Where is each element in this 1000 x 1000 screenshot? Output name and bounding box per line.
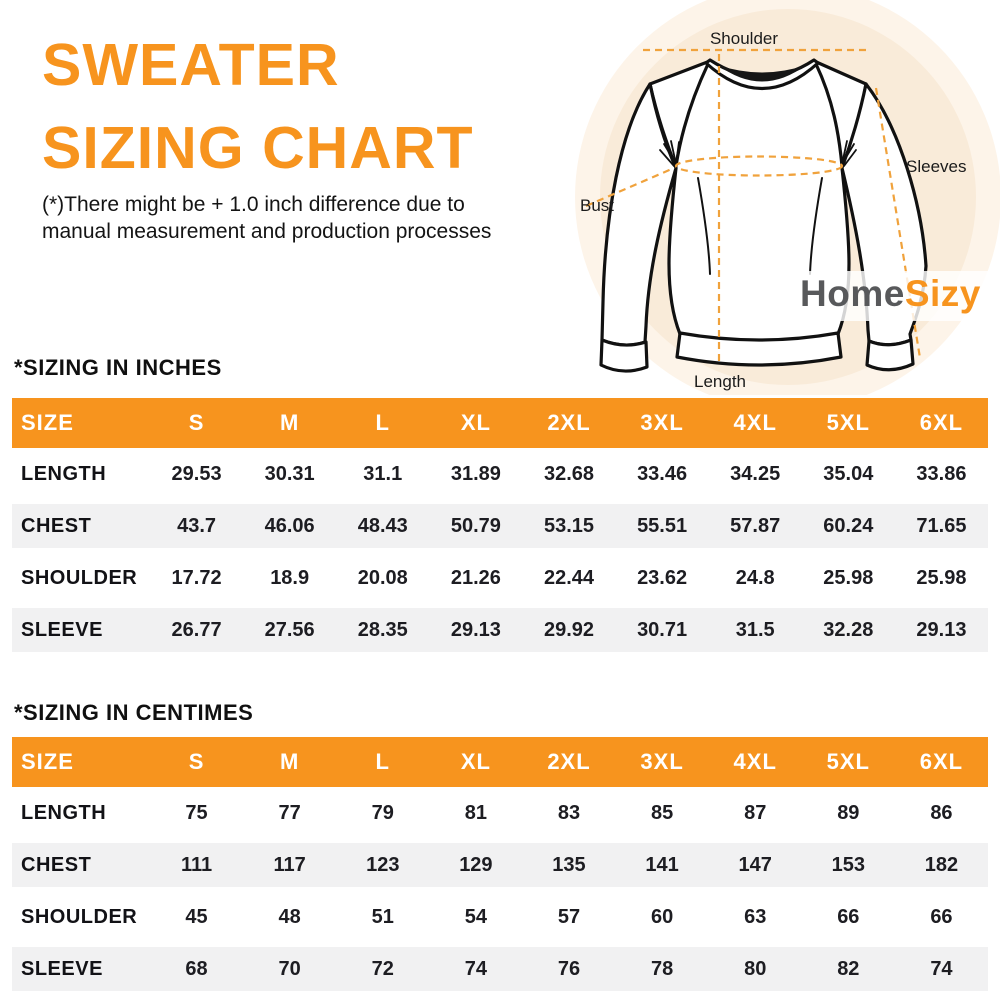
table-row-shoulder: [12, 552, 988, 604]
brand-logo: [788, 271, 993, 321]
table-row-sleeve: [12, 943, 988, 995]
size-value: 182: [924, 853, 959, 876]
column-header-2xl: 2XL: [547, 749, 591, 774]
column-header-xl: XL: [460, 410, 491, 435]
page-title-line2: SIZING CHART: [42, 115, 474, 181]
size-value: 25.98: [823, 566, 874, 589]
brand-logo-home: Home: [800, 273, 905, 314]
column-header-3xl: 3XL: [640, 749, 684, 774]
size-value: 23.62: [637, 566, 688, 589]
size-value: 55.51: [637, 514, 688, 537]
size-value: 33.86: [916, 462, 967, 485]
table-row-chest: [12, 500, 988, 552]
table-row-sleeve: [12, 604, 988, 656]
row-label: CHEST: [21, 853, 92, 876]
column-header-s: S: [188, 410, 205, 435]
size-value: 34.25: [730, 462, 781, 485]
size-value: 31.5: [735, 618, 775, 641]
size-value: 66: [837, 905, 860, 928]
size-value: 71.65: [916, 514, 967, 537]
bust-label: Bust: [580, 196, 615, 215]
size-value: 51: [371, 905, 394, 928]
row-label: SHOULDER: [21, 905, 138, 928]
size-value: 32.68: [543, 462, 595, 485]
size-value: 57: [557, 905, 581, 928]
size-value: 60.24: [823, 514, 874, 537]
size-value: 147: [738, 853, 772, 876]
size-value: 27.56: [264, 618, 315, 641]
sweater-diagram-svg: [558, 0, 1000, 395]
column-header-4xl: 4XL: [733, 749, 777, 774]
column-header-l: L: [375, 749, 390, 774]
size-value: 29.92: [543, 618, 595, 641]
sizing-table-inches: [12, 398, 988, 656]
sweater-measurement-diagram: [558, 0, 1000, 395]
size-value: 24.8: [735, 566, 775, 589]
size-value: 33.46: [637, 462, 688, 485]
size-value: 48: [278, 905, 301, 928]
size-value: 31.89: [450, 462, 501, 485]
size-value: 72: [371, 957, 394, 980]
size-value: 45: [185, 905, 208, 928]
column-header-2xl: 2XL: [547, 410, 591, 435]
column-header-6xl: 6XL: [919, 749, 964, 774]
row-label: LENGTH: [21, 462, 107, 485]
column-header-5xl: 5XL: [826, 749, 870, 774]
row-label: LENGTH: [21, 801, 107, 824]
size-value: 79: [371, 801, 394, 824]
size-value: 82: [837, 957, 860, 980]
page-title-line1: SWEATER: [42, 32, 340, 98]
size-value: 46.06: [264, 514, 315, 537]
column-header-m: M: [280, 749, 300, 774]
size-value: 89: [837, 801, 860, 824]
disclaimer-line1: (*)There might be + 1.0 inch difference due to: [42, 193, 465, 216]
size-value: 68: [185, 957, 208, 980]
row-label: SLEEVE: [21, 957, 103, 980]
size-value: 85: [650, 801, 674, 824]
size-value: 81: [464, 801, 487, 824]
length-label: Length: [694, 372, 746, 391]
size-value: 48.43: [357, 514, 408, 537]
size-value: 76: [557, 957, 581, 980]
column-header-4xl: 4XL: [733, 410, 777, 435]
row-label: CHEST: [21, 514, 92, 537]
size-value: 83: [557, 801, 581, 824]
column-header-3xl: 3XL: [640, 410, 684, 435]
size-value: 29.13: [916, 618, 967, 641]
table-header-row: [12, 398, 988, 448]
size-value: 63: [744, 905, 767, 928]
size-value: 35.04: [823, 462, 874, 485]
row-label: SLEEVE: [21, 618, 103, 641]
size-value: 153: [831, 853, 865, 876]
size-value: 54: [464, 905, 487, 928]
size-value: 29.13: [450, 618, 501, 641]
centimes-table-heading: *SIZING IN CENTIMES: [14, 700, 254, 725]
table-header-row: [12, 737, 988, 787]
size-column-header: SIZE: [21, 749, 74, 774]
sizing-table-centimes: [12, 737, 988, 995]
size-value: 129: [459, 853, 493, 876]
disclaimer-note: [42, 191, 491, 245]
table-row-chest: [12, 839, 988, 891]
table-row-length: [12, 448, 988, 500]
sweater-right-cuff: [867, 340, 913, 370]
row-label: SHOULDER: [21, 566, 138, 589]
table-row-shoulder: [12, 891, 988, 943]
size-value: 135: [552, 853, 586, 876]
size-value: 31.1: [363, 462, 403, 485]
size-value: 117: [273, 853, 306, 876]
size-value: 123: [366, 853, 400, 876]
size-value: 28.35: [357, 618, 408, 641]
shoulder-label: Shoulder: [709, 29, 779, 48]
table-row-length: [12, 787, 988, 839]
size-value: 18.9: [270, 566, 310, 589]
sleeves-label: Sleeves: [906, 157, 967, 176]
size-value: 32.28: [823, 618, 874, 641]
column-header-m: M: [280, 410, 300, 435]
size-value: 74: [464, 957, 487, 980]
size-value: 75: [185, 801, 208, 824]
size-value: 43.7: [177, 514, 217, 537]
size-column-header: SIZE: [21, 410, 74, 435]
size-value: 20.08: [357, 566, 408, 589]
column-header-6xl: 6XL: [919, 410, 964, 435]
size-value: 30.71: [637, 618, 688, 641]
sweater-left-cuff: [601, 340, 647, 371]
size-value: 57.87: [730, 514, 781, 537]
size-value: 74: [930, 957, 953, 980]
size-value: 21.26: [450, 566, 501, 589]
size-value: 60: [650, 905, 674, 928]
size-value: 77: [278, 801, 301, 824]
size-value: 87: [744, 801, 767, 824]
size-value: 25.98: [916, 566, 967, 589]
size-value: 86: [930, 801, 953, 824]
inches-table-heading: *SIZING IN INCHES: [14, 355, 222, 380]
column-header-l: L: [375, 410, 390, 435]
size-value: 66: [930, 905, 953, 928]
column-header-xl: XL: [460, 749, 491, 774]
size-value: 17.72: [171, 566, 222, 589]
size-value: 29.53: [171, 462, 222, 485]
size-value: 111: [180, 853, 213, 876]
size-value: 30.31: [264, 462, 315, 485]
size-value: 26.77: [171, 618, 222, 641]
column-header-5xl: 5XL: [826, 410, 870, 435]
size-value: 50.79: [450, 514, 501, 537]
column-header-s: S: [188, 749, 205, 774]
disclaimer-line2: manual measurement and production processes: [42, 220, 492, 243]
brand-logo-sizy: Sizy: [904, 273, 981, 314]
size-value: 78: [650, 957, 674, 980]
page-title: [42, 24, 474, 190]
size-value: 141: [645, 853, 679, 876]
size-value: 70: [278, 957, 301, 980]
size-value: 53.15: [543, 514, 595, 537]
size-value: 22.44: [543, 566, 595, 589]
size-value: 80: [744, 957, 767, 980]
